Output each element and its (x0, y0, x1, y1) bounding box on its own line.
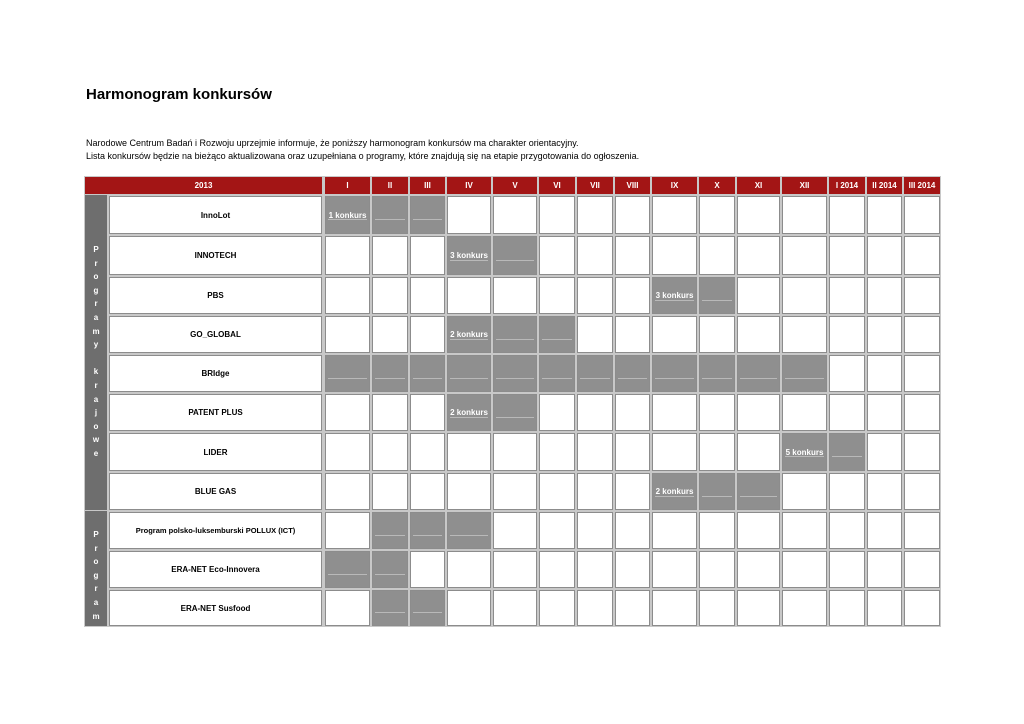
schedule-cell (577, 236, 613, 275)
schedule-cell (829, 196, 865, 234)
group-letter: m (92, 611, 100, 621)
schedule-cell (410, 473, 445, 510)
schedule-cell-active (615, 355, 650, 392)
schedule-cell (493, 196, 537, 234)
schedule-cell-active (699, 277, 735, 314)
schedule-cell (652, 590, 697, 626)
schedule-cell (410, 316, 445, 353)
schedule-cell (829, 316, 865, 353)
year-header: 2013 (85, 177, 322, 194)
program-name: ERA-NET Susfood (109, 590, 322, 626)
schedule-cell (652, 394, 697, 431)
schedule-cell (699, 512, 735, 549)
program-name: InnoLot (109, 196, 322, 234)
group-letter: g (93, 570, 99, 580)
schedule-cell (615, 236, 650, 275)
schedule-cell-active (372, 512, 408, 549)
schedule-cell-active (410, 196, 445, 234)
schedule-cell (829, 277, 865, 314)
schedule-cell (577, 316, 613, 353)
schedule-cell (493, 551, 537, 588)
schedule-cell (867, 355, 902, 392)
schedule-cell-active (325, 551, 370, 588)
contest-label: 3 konkurs (652, 277, 697, 314)
schedule-cell (737, 394, 780, 431)
schedule-cell (615, 512, 650, 549)
schedule-cell (829, 590, 865, 626)
schedule-cell (447, 473, 491, 510)
schedule-cell (577, 590, 613, 626)
schedule-cell (904, 277, 940, 314)
schedule-cell (867, 277, 902, 314)
contest-label: 3 konkurs (447, 236, 491, 275)
contest-label: 2 konkurs (652, 473, 697, 510)
program-name: BRIdge (109, 355, 322, 392)
schedule-cell (577, 473, 613, 510)
schedule-cell (615, 316, 650, 353)
schedule-cell (867, 433, 902, 471)
group-letter: g (93, 285, 99, 295)
schedule-cell (325, 473, 370, 510)
schedule-cell (699, 196, 735, 234)
intro-line-1: Narodowe Centrum Badań i Rozwoju uprzejmie informuje, że poniższy harmonogram konkursów ma charakter orientacyjny. (86, 138, 579, 148)
schedule-cell (782, 196, 827, 234)
month-header: II (372, 177, 408, 194)
schedule-cell (325, 277, 370, 314)
schedule-cell (737, 277, 780, 314)
month-header: XII (782, 177, 827, 194)
schedule-cell (447, 590, 491, 626)
schedule-cell-active (699, 473, 735, 510)
schedule-cell (539, 551, 575, 588)
schedule-cell (539, 196, 575, 234)
schedule-cell-active (539, 355, 575, 392)
schedule-cell (539, 394, 575, 431)
month-header: I 2014 (829, 177, 865, 194)
schedule-cell (539, 473, 575, 510)
schedule-cell (447, 277, 491, 314)
schedule-cell (782, 394, 827, 431)
schedule-cell (577, 433, 613, 471)
schedule-cell-active (737, 355, 780, 392)
month-header: I (325, 177, 370, 194)
schedule-cell (493, 590, 537, 626)
schedule-cell-active (782, 355, 827, 392)
group-side-label (85, 195, 107, 510)
schedule-cell (577, 277, 613, 314)
program-name: Program polsko-luksemburski POLLUX (ICT) (109, 512, 322, 549)
schedule-cell (325, 433, 370, 471)
schedule-cell (539, 433, 575, 471)
group-letter: m (92, 326, 100, 336)
month-header: IX (652, 177, 697, 194)
schedule-cell-active (493, 236, 537, 275)
schedule-cell (577, 551, 613, 588)
schedule-cell-active (372, 196, 408, 234)
schedule-cell (867, 196, 902, 234)
schedule-cell (652, 551, 697, 588)
schedule-cell (652, 196, 697, 234)
schedule-cell (904, 236, 940, 275)
month-header: III (410, 177, 445, 194)
schedule-cell (867, 473, 902, 510)
group-side-label (85, 511, 107, 626)
schedule-cell (615, 473, 650, 510)
schedule-cell (782, 277, 827, 314)
group-letter: r (94, 543, 98, 553)
schedule-cell-active (372, 551, 408, 588)
schedule-cell (410, 236, 445, 275)
schedule-cell (867, 236, 902, 275)
schedule-cell (652, 236, 697, 275)
schedule-cell-active (493, 316, 537, 353)
contest-label: 1 konkurs (325, 196, 370, 234)
schedule-cell (699, 551, 735, 588)
program-name: PATENT PLUS (109, 394, 322, 431)
schedule-cell-active (699, 355, 735, 392)
schedule-cell (493, 473, 537, 510)
schedule-cell (699, 433, 735, 471)
program-name: GO_GLOBAL (109, 316, 322, 353)
contest-label: 2 konkurs (447, 394, 491, 431)
schedule-cell (699, 236, 735, 275)
group-letter: r (94, 584, 98, 594)
schedule-cell-active (447, 512, 491, 549)
month-header: V (493, 177, 537, 194)
month-header: VII (577, 177, 613, 194)
schedule-cell-active (410, 355, 445, 392)
schedule-cell (737, 512, 780, 549)
intro-line-2: Lista konkursów będzie na bieżąco aktualizowana oraz uzupełniana o programy, które znajdują się na etapie przygotowania do ogłoszenia. (86, 151, 640, 161)
schedule-cell (410, 277, 445, 314)
schedule-cell (372, 236, 408, 275)
schedule-cell (699, 394, 735, 431)
program-name: BLUE GAS (109, 473, 322, 510)
group-letter: a (93, 394, 99, 404)
schedule-cell (782, 316, 827, 353)
program-name: ERA-NET Eco-Innovera (109, 551, 322, 588)
schedule-cell (904, 355, 940, 392)
group-letter: w (92, 435, 100, 445)
schedule-cell (372, 433, 408, 471)
schedule-cell-active (577, 355, 613, 392)
schedule-cell (904, 512, 940, 549)
month-header: VIII (615, 177, 650, 194)
schedule-cell (615, 196, 650, 234)
schedule-cell-active (372, 590, 408, 626)
schedule-cell (904, 590, 940, 626)
schedule-cell (737, 316, 780, 353)
schedule-cell (699, 316, 735, 353)
schedule-cell (325, 394, 370, 431)
schedule-cell (615, 433, 650, 471)
contest-label: 2 konkurs (447, 316, 491, 353)
schedule-cell (829, 355, 865, 392)
schedule-cell (867, 590, 902, 626)
schedule-cell (325, 316, 370, 353)
schedule-cell (782, 551, 827, 588)
schedule-cell (372, 473, 408, 510)
schedule-cell (867, 551, 902, 588)
schedule-cell (447, 551, 491, 588)
schedule-cell (410, 551, 445, 588)
schedule-cell (782, 590, 827, 626)
group-letter: k (93, 367, 99, 377)
schedule-cell (493, 512, 537, 549)
group-letter: a (93, 312, 99, 322)
program-name: INNOTECH (109, 236, 322, 275)
schedule-cell-active (410, 590, 445, 626)
group-letter: r (94, 258, 98, 268)
schedule-cell (782, 473, 827, 510)
schedule-cell (904, 196, 940, 234)
schedule-cell-active (372, 355, 408, 392)
contest-label: 5 konkurs (782, 433, 827, 471)
schedule-cell-active (493, 394, 537, 431)
schedule-cell (652, 512, 697, 549)
schedule-table (84, 176, 941, 627)
schedule-cell-active (325, 355, 370, 392)
month-header: III 2014 (904, 177, 940, 194)
schedule-cell (410, 433, 445, 471)
schedule-cell (904, 551, 940, 588)
group-letter: o (93, 557, 99, 567)
group-letter: P (93, 530, 99, 539)
schedule-cell (615, 551, 650, 588)
group-letter: j (94, 408, 98, 418)
schedule-cell (447, 433, 491, 471)
program-name: PBS (109, 277, 322, 314)
schedule-cell (539, 590, 575, 626)
group-letter: y (93, 340, 99, 350)
schedule-cell (737, 236, 780, 275)
schedule-cell (782, 236, 827, 275)
schedule-cell (577, 196, 613, 234)
month-header: XI (737, 177, 780, 194)
schedule-cell (829, 236, 865, 275)
schedule-cell (372, 277, 408, 314)
group-letter: r (94, 380, 98, 390)
schedule-cell (782, 512, 827, 549)
schedule-cell (737, 433, 780, 471)
schedule-cell (615, 590, 650, 626)
page-title: Harmonogram konkursów (86, 86, 272, 103)
schedule-cell (867, 316, 902, 353)
schedule-cell (493, 433, 537, 471)
schedule-cell (652, 433, 697, 471)
month-header: VI (539, 177, 575, 194)
group-letter: o (93, 421, 99, 431)
schedule-cell (829, 512, 865, 549)
schedule-cell (539, 512, 575, 549)
schedule-cell (904, 433, 940, 471)
schedule-cell (539, 277, 575, 314)
schedule-cell (904, 394, 940, 431)
intro-text (86, 137, 639, 163)
schedule-cell (615, 394, 650, 431)
group-letter: a (93, 597, 99, 607)
schedule-cell (325, 512, 370, 549)
schedule-cell (699, 590, 735, 626)
schedule-cell (577, 394, 613, 431)
schedule-cell (372, 394, 408, 431)
schedule-cell (325, 236, 370, 275)
schedule-cell-active (493, 355, 537, 392)
schedule-cell-active (737, 473, 780, 510)
schedule-cell (539, 236, 575, 275)
schedule-cell-active (539, 316, 575, 353)
schedule-cell (737, 590, 780, 626)
group-letter: r (94, 299, 98, 309)
schedule-cell (577, 512, 613, 549)
schedule-cell (904, 316, 940, 353)
schedule-cell-active (652, 355, 697, 392)
month-header: X (699, 177, 735, 194)
schedule-cell (867, 512, 902, 549)
schedule-cell-active (829, 433, 865, 471)
schedule-cell-active (447, 355, 491, 392)
program-name: LIDER (109, 433, 322, 471)
schedule-cell (372, 316, 408, 353)
schedule-cell (737, 551, 780, 588)
group-letter: o (93, 272, 99, 282)
group-letter: e (93, 448, 99, 458)
schedule-cell (410, 394, 445, 431)
month-header: II 2014 (867, 177, 902, 194)
month-header: IV (447, 177, 491, 194)
schedule-cell (829, 394, 865, 431)
schedule-cell (615, 277, 650, 314)
schedule-cell (829, 473, 865, 510)
schedule-cell (737, 196, 780, 234)
schedule-cell (493, 277, 537, 314)
schedule-cell (867, 394, 902, 431)
schedule-cell (325, 590, 370, 626)
schedule-cell-active (410, 512, 445, 549)
schedule-cell (829, 551, 865, 588)
schedule-cell (904, 473, 940, 510)
schedule-cell (652, 316, 697, 353)
group-letter: P (93, 245, 99, 254)
schedule-cell (447, 196, 491, 234)
